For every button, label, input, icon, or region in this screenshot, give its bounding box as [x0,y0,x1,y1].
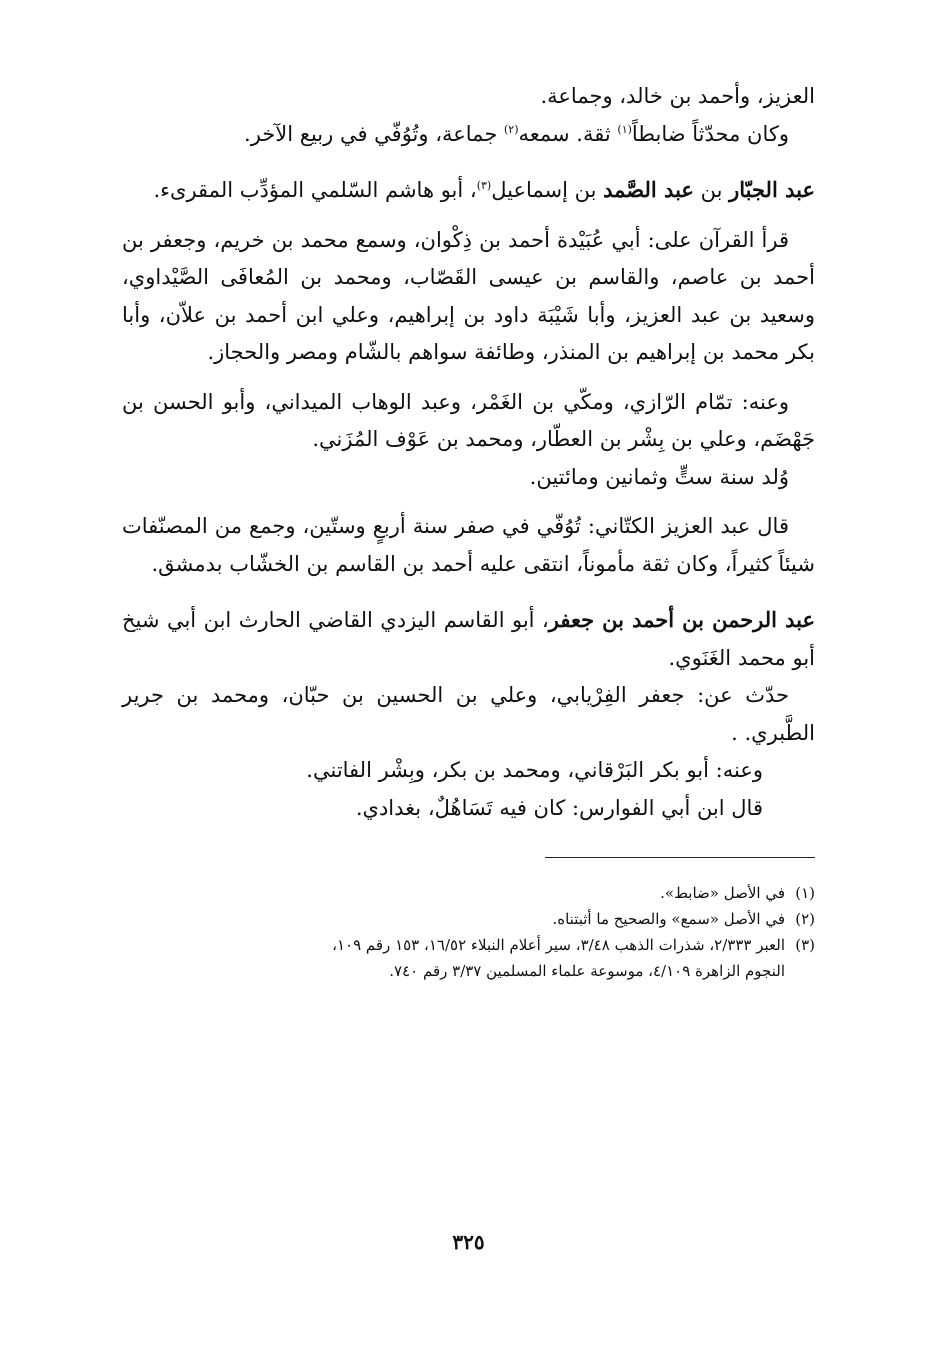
text-run: ، أبو هاشم السّلمي المؤدِّب المقرىء. [153,178,477,202]
entry-name: عبد الرحمن بن أحمد بن جعفر [548,607,815,632]
page-number: ٣٢٥ [452,1230,485,1254]
footnote [122,932,815,958]
paragraph: وُلد سنة ستٍّ وثمانين ومائتين. [529,464,789,489]
text-run: جماعة، وتُوُفّي في ربيع الآخر. [244,121,504,146]
paragraph: قال عبد العزيز الكتّاني: تُوُفّي في صفر سنة أربعٍ وستّين، وجمع من المصنّفات شيئاً كثيراً، وكان ثقة مأموناً، انتقى عليه أحمد بن القاسم بن الخشّاب بدمشق. [122,514,815,576]
footnote-number: (٣) [795,936,815,954]
text-run: وكان محدّثاً ضابطاً [631,121,789,146]
footnotes [122,880,815,984]
footnote-separator [545,857,815,858]
paragraph: قرأ القرآن على: أبي عُبَيْدة أحمد بن ذِكْوان، وسمع محمد بن خريم، وجعفر بن أحمد بن عاصم، والقاسم بن عيسى القَصّاب، ومحمد بن المُعافَى الصَّيْداوي، وسعيد بن عبد العزيز، وأبا شَيْبَة داود بن إبراهيم، وعلي ابن أحمد بن علاّن، وأبا بكر محمد بن إبراهيم بن المنذر، وطائفة سواهم بالشّام ومصر والحجاز. [122,227,815,364]
footnote [122,880,815,906]
text-line: العزيز، وأحمد بن خالد، وجماعة. [540,84,815,108]
text-run: ثقة. سمعه [518,121,618,146]
footnote-ref: (٣) [476,179,492,192]
footnote-number: (١) [795,884,815,902]
paragraph: قال ابن أبي الفوارس: كان فيه تَسَاهُلٌ، بغدادي. [355,795,763,820]
footnote-text: في الأصل «سمع» والصحيح ما أثبتناه. [552,910,785,928]
entry-name: عبد الجبّار [729,177,815,202]
paragraph [122,116,815,154]
text-run: بن [693,178,730,202]
paragraph: وعنه: أبو بكر البَرْقاني، ومحمد بن بكر، وبِشْر الفاتني. [306,758,763,782]
footnote [122,906,815,932]
paragraph: وعنه: تمّام الرّازي، ومكّي بن الغَمْر، وعبد الوهاب الميداني، وأبو الحسن بن جَهْضَم، وعلي بن بِشْر بن العطّار، ومحمد بن عَوْف المُزَني. [122,389,815,451]
footnote-text: العبر ٢/٣٣٣، شذرات الذهب ٣/٤٨، سير أعلام النبلاء ١٦/٥٢، ١٥٣ رقم ١٠٩، [332,936,785,954]
text-run: ، أبو القاسم اليزدي القاضي الحارث ابن أبي شيخ أبو محمد الغَنَوي. [122,608,815,670]
entry-name: عبد الصَّمد [603,177,694,202]
footnote-text: في الأصل «ضابط». [660,884,785,902]
biography-entry-heading [122,171,815,210]
paragraph: حدّث عن: جعفر الفِرْيابي، وعلي بن الحسين بن حبّان، ومحمد بن جرير الطَّبري. . [122,683,815,745]
footnote-continuation: النجوم الزاهرة ٤/١٠٩، موسوعة علماء المسلمين ٣/٣٧ رقم ٧٤٠. [389,962,785,980]
footnote-ref: (١) [617,122,632,136]
text-run: بن إسماعيل [491,178,604,202]
footnote-ref: (٢) [503,122,519,136]
footnote-number: (٢) [795,910,815,928]
biography-entry-heading [122,601,815,677]
